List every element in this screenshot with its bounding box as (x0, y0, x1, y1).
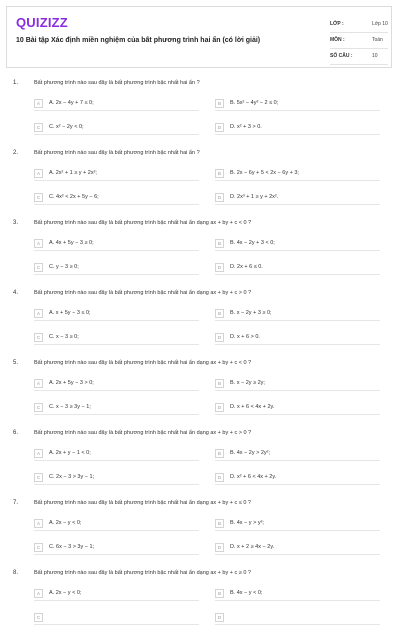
answer-option-b[interactable] (215, 308, 380, 321)
option-text: C. y − 3 ≥ 0; (49, 264, 79, 270)
question-text: Bất phương trình nào sau đây là bất phương trình bậc nhất hai ẩn ? (34, 150, 200, 156)
meta-value: 10 (372, 53, 378, 59)
option-letter-box: D (215, 193, 224, 202)
option-text: A. 2x + 5y − 3 > 0; (49, 380, 94, 386)
answer-option-b[interactable] (215, 448, 380, 461)
question-list (0, 76, 400, 636)
option-letter-box: C (34, 193, 43, 202)
question-item (0, 286, 400, 356)
question-text: Bất phương trình nào sau đây là bất phương trình bậc nhất hai ẩn dạng ax + by + c ≤ 0 ? (34, 500, 251, 506)
answer-option-d[interactable] (215, 262, 380, 275)
answer-option-a[interactable] (34, 308, 199, 321)
question-number: 1. (13, 80, 19, 86)
answer-option-d[interactable] (215, 192, 380, 205)
option-letter-box: A (34, 239, 43, 248)
option-letter-box: B (215, 239, 224, 248)
option-text: A. 2x − y < 0; (49, 590, 82, 596)
answer-option-a[interactable] (34, 168, 199, 181)
meta-row-subject (330, 33, 388, 49)
option-text: B. x − 2y ≥ 2y; (230, 380, 265, 386)
question-text: Bất phương trình nào sau đây là bất phương trình bậc nhất hai ẩn dạng ax + by + c > 0 ? (34, 290, 252, 296)
option-letter-box: D (215, 123, 224, 132)
answer-option-c[interactable] (34, 402, 199, 415)
answer-option-d[interactable] (215, 612, 380, 625)
worksheet-header (6, 6, 392, 68)
question-text: Bất phương trình nào sau đây là bất phương trình bậc nhất hai ẩn dạng ax + by + c < 0 ? (34, 220, 252, 226)
option-letter-box: B (215, 589, 224, 598)
option-text: A. 2x² + 1 ≥ y + 2x²; (49, 170, 97, 176)
worksheet-title: 10 Bài tập Xác định miền nghiệm của bất phương trình hai ẩn (có lời giải) (16, 37, 261, 44)
option-text: D. 2x³ + 1 ≥ y + 2x². (230, 194, 279, 200)
question-item (0, 216, 400, 286)
option-letter-box: D (215, 543, 224, 552)
option-text: B. x − 2y + 3 ≥ 0; (230, 310, 272, 316)
question-number: 5. (13, 360, 19, 366)
option-letter-box: C (34, 333, 43, 342)
question-text: Bất phương trình nào sau đây là bất phương trình bậc nhất hai ẩn dạng ax + by + c < 0 ? (34, 360, 252, 366)
meta-key: MÔN : (330, 37, 345, 43)
question-number: 7. (13, 500, 19, 506)
question-text: Bất phương trình nào sau đây là bất phương trình bậc nhất hai ẩn ? (34, 80, 200, 86)
option-text: C. 4x² < 2x + 5y − 6; (49, 194, 99, 200)
meta-row-count (330, 49, 388, 65)
option-letter-box: A (34, 99, 43, 108)
option-text: A. 2x + y − 1 < 0; (49, 450, 91, 456)
answer-option-b[interactable] (215, 98, 380, 111)
answer-option-c[interactable] (34, 262, 199, 275)
option-letter-box: B (215, 99, 224, 108)
option-letter-box: C (34, 543, 43, 552)
meta-value: Lớp 10 (372, 21, 388, 27)
question-number: 2. (13, 150, 19, 156)
answer-option-b[interactable] (215, 238, 380, 251)
question-number: 6. (13, 430, 19, 436)
option-letter-box: D (215, 333, 224, 342)
option-letter-box: B (215, 449, 224, 458)
option-text: C. x − 3 ≥ 0; (49, 334, 79, 340)
answer-option-a[interactable] (34, 378, 199, 391)
option-text: B. 4x − y < 0; (230, 590, 263, 596)
answer-option-c[interactable] (34, 472, 199, 485)
option-text: B. 4x − y > y²; (230, 520, 264, 526)
option-letter-box: A (34, 309, 43, 318)
answer-option-d[interactable] (215, 122, 380, 135)
option-letter-box: D (215, 263, 224, 272)
answer-option-d[interactable] (215, 542, 380, 555)
option-text: C. x − 3 ≥ 3y − 1; (49, 404, 91, 410)
option-text: B. 4x − 2y > 2y²; (230, 450, 271, 456)
answer-option-c[interactable] (34, 612, 199, 625)
answer-option-a[interactable] (34, 518, 199, 531)
option-text: B. 2x − 6y + 5 < 2x − 6y + 3; (230, 170, 299, 176)
option-text: A. x + 5y − 3 ≤ 0; (49, 310, 91, 316)
option-letter-box: D (215, 613, 224, 622)
answer-option-d[interactable] (215, 472, 380, 485)
answer-option-a[interactable] (34, 448, 199, 461)
option-letter-box: D (215, 403, 224, 412)
answer-option-d[interactable] (215, 402, 380, 415)
question-number: 4. (13, 290, 19, 296)
option-letter-box: C (34, 613, 43, 622)
answer-option-b[interactable] (215, 168, 380, 181)
option-text: D. x + 6 > 0. (230, 334, 260, 340)
option-text: C. x² − 2y < 0; (49, 124, 84, 130)
worksheet-meta (330, 17, 388, 65)
answer-option-a[interactable] (34, 238, 199, 251)
meta-value: Toán (372, 37, 383, 43)
quizizz-logo: QUIZIZZ (16, 15, 68, 30)
option-letter-box: C (34, 123, 43, 132)
answer-option-c[interactable] (34, 192, 199, 205)
answer-option-c[interactable] (34, 122, 199, 135)
option-letter-box: A (34, 379, 43, 388)
option-text: D. 2x + 6 ≤ 0. (230, 264, 263, 270)
question-item (0, 356, 400, 426)
option-letter-box: D (215, 473, 224, 482)
answer-option-a[interactable] (34, 98, 199, 111)
option-text: A. 4x + 5y − 3 ≥ 0; (49, 240, 94, 246)
option-letter-box: C (34, 403, 43, 412)
answer-option-a[interactable] (34, 588, 199, 601)
question-item (0, 146, 400, 216)
meta-key: LỚP : (330, 21, 344, 27)
option-text: D. x + 2 ≥ 4x − 2y. (230, 544, 275, 550)
answer-option-b[interactable] (215, 378, 380, 391)
option-letter-box: B (215, 169, 224, 178)
question-text: Bất phương trình nào sau đây là bất phương trình bậc nhất hai ẩn dạng ax + by + c > 0 ? (34, 430, 252, 436)
option-text: D. x + 6 < 4x + 2y. (230, 404, 275, 410)
answer-option-c[interactable] (34, 332, 199, 345)
option-letter-box: C (34, 473, 43, 482)
meta-row-class (330, 17, 388, 33)
question-item (0, 566, 400, 636)
option-letter-box: A (34, 589, 43, 598)
option-text: A. 2x − y < 0; (49, 520, 82, 526)
option-letter-box: B (215, 379, 224, 388)
option-text: B. 4x − 2y + 3 < 0; (230, 240, 275, 246)
option-text: C. 2x − 3 > 3y − 1; (49, 474, 95, 480)
option-text: A. 2x − 4y + 7 ≤ 0; (49, 100, 94, 106)
question-number: 3. (13, 220, 19, 226)
option-text: D. x² + 6 < 4x + 2y. (230, 474, 277, 480)
meta-key: SỐ CÂU : (330, 53, 353, 59)
question-item (0, 76, 400, 146)
question-text: Bất phương trình nào sau đây là bất phương trình bậc nhất hai ẩn dạng ax + by + c ≥ 0 ? (34, 570, 251, 576)
answer-option-c[interactable] (34, 542, 199, 555)
question-item (0, 426, 400, 496)
option-letter-box: A (34, 449, 43, 458)
answer-option-b[interactable] (215, 518, 380, 531)
option-text: C. 6x − 3 > 3y − 1; (49, 544, 95, 550)
option-letter-box: B (215, 519, 224, 528)
question-item (0, 496, 400, 566)
option-letter-box: B (215, 309, 224, 318)
answer-option-b[interactable] (215, 588, 380, 601)
question-number: 8. (13, 570, 19, 576)
option-letter-box: C (34, 263, 43, 272)
option-text: B. 5x² − 4y³ − 2 ≤ 0; (230, 100, 279, 106)
answer-option-d[interactable] (215, 332, 380, 345)
option-text: D. x² + 3 > 0. (230, 124, 262, 130)
option-letter-box: A (34, 169, 43, 178)
meta-divider (330, 64, 388, 65)
option-letter-box: A (34, 519, 43, 528)
